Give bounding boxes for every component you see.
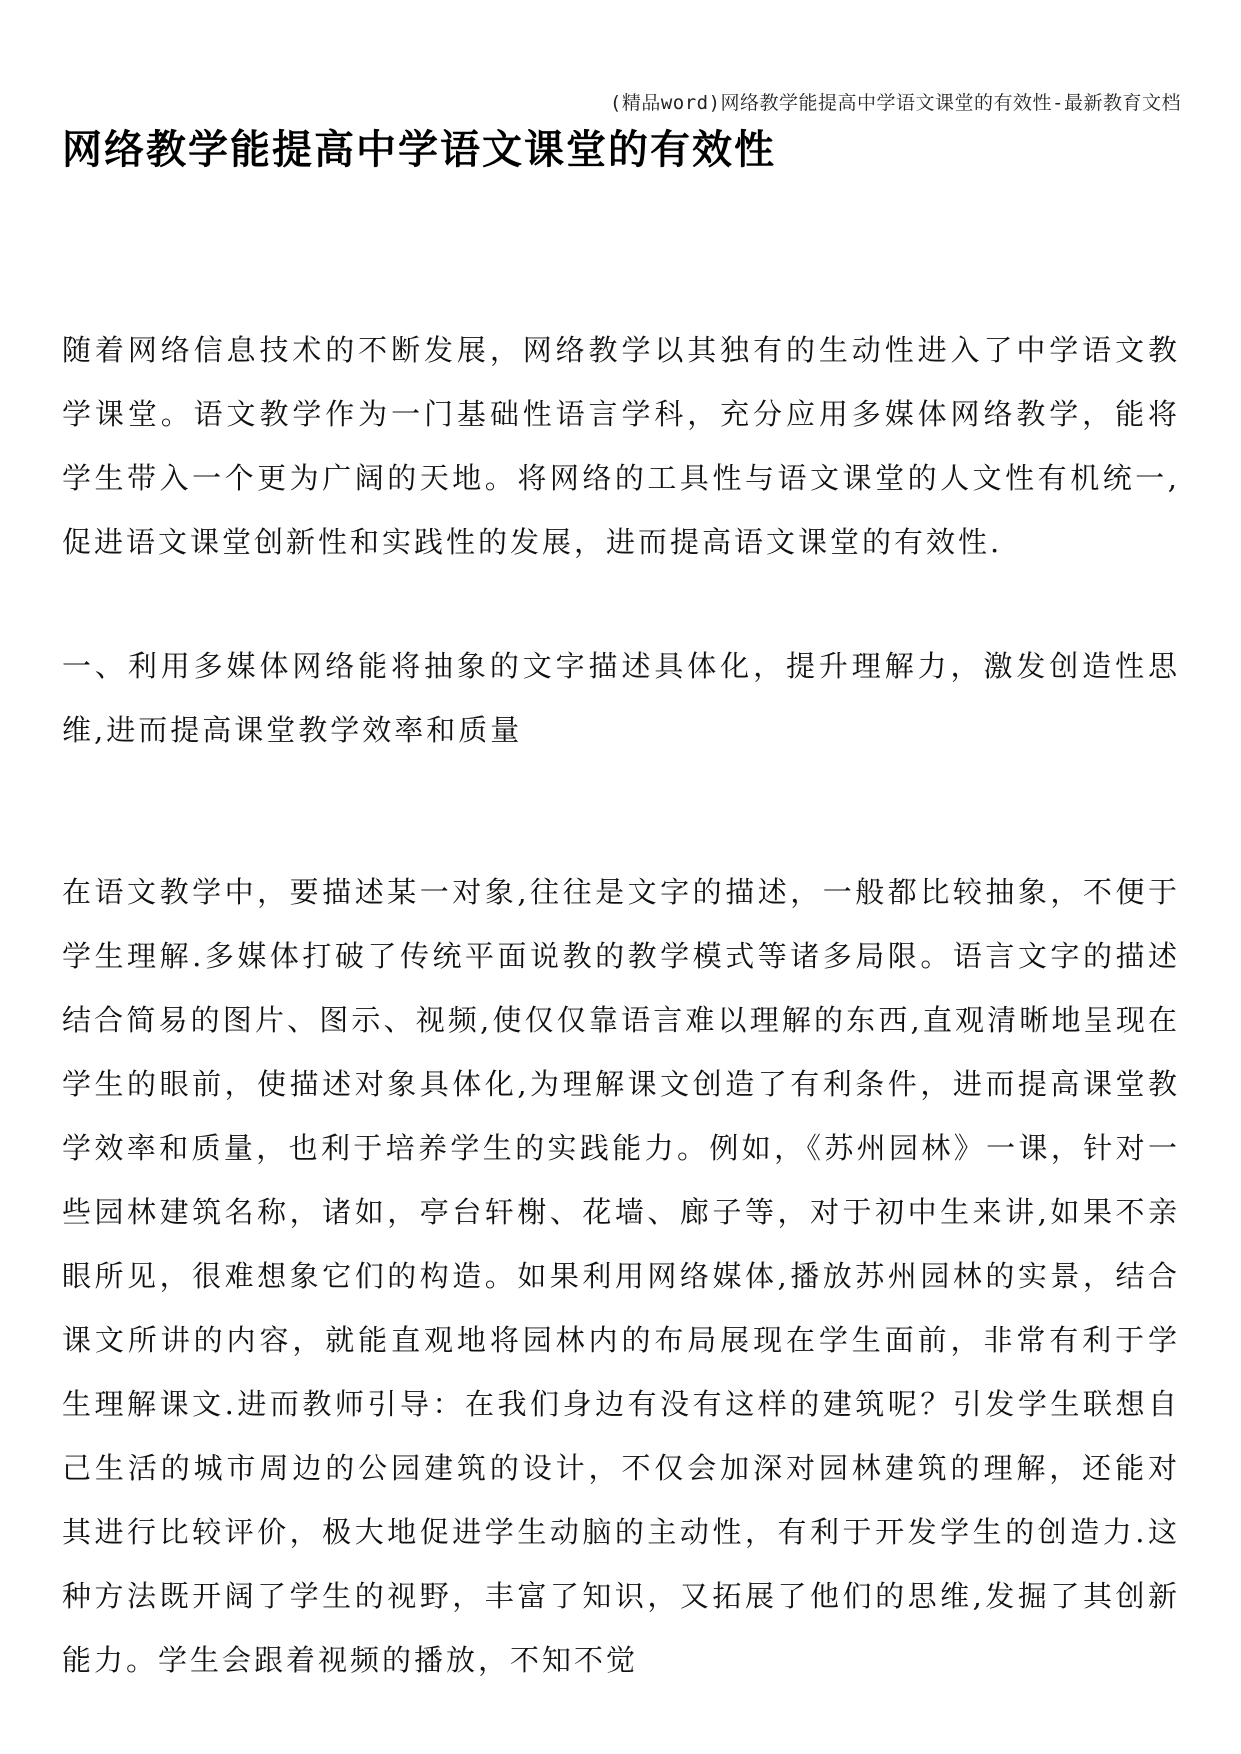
document-title: 网络教学能提高中学语文课堂的有效性 <box>62 126 776 173</box>
intro-paragraph <box>62 318 1180 574</box>
body-paragraph <box>62 860 1180 1692</box>
section-heading-text: 一、利用多媒体网络能将抽象的文字描述具体化，提升理解力，激发创造性思维,进而提高课堂教学效率和质量 <box>62 649 1180 747</box>
running-header: (精品word)网络教学能提高中学语文课堂的有效性-最新教育文档 <box>609 92 1181 114</box>
paragraph-text: 随着网络信息技术的不断发展，网络教学以其独有的生动性进入了中学语文教学课堂。语文教学作为一门基础性语言学科，充分应用多媒体网络教学，能将学生带入一个更为广阔的天地。将网络的工具性与语文课堂的人文性有机统一,促进语文课堂创新性和实践性的发展，进而提高语文课堂的有效性. <box>62 333 1180 559</box>
section-heading <box>62 634 1180 762</box>
paragraph-text: 在语文教学中，要描述某一对象,往往是文字的描述，一般都比较抽象，不便于学生理解.多媒体打破了传统平面说教的教学模式等诸多局限。语言文字的描述结合简易的图片、图示、视频,使仅仅靠语言难以理解的东西,直观清晰地呈现在学生的眼前，使描述对象具体化,为理解课文创造了有利条件，进而提高课堂教学效率和质量，也利于培养学生的实践能力。例如，《苏州园林》一课，针对一些园林建筑名称，诸如，亭台轩榭、花墙、廊子等，对于初中生来讲,如果不亲眼所见，很难想象它们的构造。如果利用网络媒体,播放苏州园林的实景，结合课文所讲的内容，就能直观地将园林内的布局展现在学生面前，非常有利于学生理解课文.进而教师引导：在我们身边有没有这样的建筑呢？引发学生联想自己生活的城市周边的公园建筑的设计，不仅会加深对园林建筑的理解，还能对其进行比较评价，极大地促进学生动脑的主动性，有利于开发学生的创造力.这种方法既开阔了学生的视野，丰富了知识，又拓展了他们的思维,发掘了其创新能力。学生会跟着视频的播放，不知不觉 <box>62 875 1180 1677</box>
